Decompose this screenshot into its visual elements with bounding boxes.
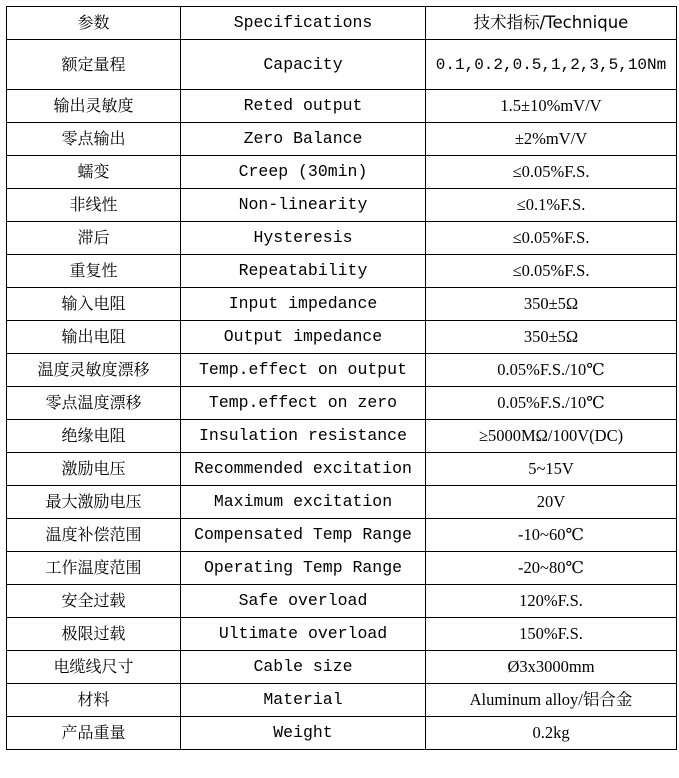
param-en: Safe overload	[181, 585, 426, 618]
param-cn: 额定量程	[7, 40, 181, 90]
table-row	[7, 420, 677, 453]
param-cn: 蠕变	[7, 156, 181, 189]
table-row	[7, 486, 677, 519]
param-en: Repeatability	[181, 255, 426, 288]
param-value: ≤0.05%F.S.	[426, 255, 677, 288]
param-cn: 安全过载	[7, 585, 181, 618]
table-row	[7, 189, 677, 222]
param-value: 150%F.S.	[426, 618, 677, 651]
param-cn: 非线性	[7, 189, 181, 222]
param-en: Creep (30min)	[181, 156, 426, 189]
param-cn: 输入电阻	[7, 288, 181, 321]
param-en: Capacity	[181, 40, 426, 90]
param-en: Output impedance	[181, 321, 426, 354]
table-row	[7, 90, 677, 123]
param-en: Zero Balance	[181, 123, 426, 156]
param-en: Ultimate overload	[181, 618, 426, 651]
param-en: Input impedance	[181, 288, 426, 321]
specifications-table	[6, 6, 677, 750]
param-en: Temp.effect on output	[181, 354, 426, 387]
param-en: Reted output	[181, 90, 426, 123]
param-value: ≤0.05%F.S.	[426, 156, 677, 189]
param-value: 20V	[426, 486, 677, 519]
param-cn: 最大激励电压	[7, 486, 181, 519]
param-value	[426, 40, 677, 90]
param-en: Compensated Temp Range	[181, 519, 426, 552]
table-row	[7, 552, 677, 585]
param-value: 350±5Ω	[426, 321, 677, 354]
param-en: Insulation resistance	[181, 420, 426, 453]
table-row	[7, 453, 677, 486]
param-en: Cable size	[181, 651, 426, 684]
header-spec: Specifications	[181, 7, 426, 40]
param-en: Temp.effect on zero	[181, 387, 426, 420]
table-row	[7, 585, 677, 618]
table-row	[7, 354, 677, 387]
param-en: Recommended excitation	[181, 453, 426, 486]
table-row	[7, 222, 677, 255]
param-cn: 输出电阻	[7, 321, 181, 354]
param-en: Maximum excitation	[181, 486, 426, 519]
param-en: Material	[181, 684, 426, 717]
table-row	[7, 519, 677, 552]
param-value: -10~60℃	[426, 519, 677, 552]
table-row	[7, 321, 677, 354]
param-en: Operating Temp Range	[181, 552, 426, 585]
param-value: 0.05%F.S./10℃	[426, 387, 677, 420]
param-cn: 绝缘电阻	[7, 420, 181, 453]
table-row	[7, 123, 677, 156]
param-value: 0.2kg	[426, 717, 677, 750]
table-row	[7, 156, 677, 189]
header-row	[7, 7, 677, 40]
param-cn: 温度补偿范围	[7, 519, 181, 552]
table-row	[7, 684, 677, 717]
param-value: 0.05%F.S./10℃	[426, 354, 677, 387]
param-value: ≤0.05%F.S.	[426, 222, 677, 255]
param-cn: 零点温度漂移	[7, 387, 181, 420]
param-en: Weight	[181, 717, 426, 750]
param-value: Aluminum alloy/铝合金	[426, 684, 677, 717]
param-value: 350±5Ω	[426, 288, 677, 321]
table-row	[7, 40, 677, 90]
param-cn: 极限过载	[7, 618, 181, 651]
table-row	[7, 651, 677, 684]
header-param: 参数	[7, 7, 181, 40]
param-value: 1.5±10%mV/V	[426, 90, 677, 123]
param-cn: 激励电压	[7, 453, 181, 486]
param-value: ≤0.1%F.S.	[426, 189, 677, 222]
param-cn: 温度灵敏度漂移	[7, 354, 181, 387]
param-value: ±2%mV/V	[426, 123, 677, 156]
table-row	[7, 255, 677, 288]
table-row	[7, 717, 677, 750]
param-cn: 材料	[7, 684, 181, 717]
param-value: 5~15V	[426, 453, 677, 486]
param-value: ≥5000MΩ/100V(DC)	[426, 420, 677, 453]
param-cn: 工作温度范围	[7, 552, 181, 585]
param-cn: 输出灵敏度	[7, 90, 181, 123]
param-cn: 零点输出	[7, 123, 181, 156]
param-cn: 电缆线尺寸	[7, 651, 181, 684]
param-value: Ø3x3000mm	[426, 651, 677, 684]
param-en: Hysteresis	[181, 222, 426, 255]
table-row	[7, 387, 677, 420]
table-row	[7, 618, 677, 651]
table-row	[7, 288, 677, 321]
param-en: Non-linearity	[181, 189, 426, 222]
param-cn: 重复性	[7, 255, 181, 288]
param-value: 120%F.S.	[426, 585, 677, 618]
param-value: -20~80℃	[426, 552, 677, 585]
header-tech: 技术指标/Technique	[426, 7, 677, 40]
param-value-text: 0.1,0.2,0.5,1,2,3,5,10Nm	[435, 55, 667, 74]
param-cn: 滞后	[7, 222, 181, 255]
param-cn: 产品重量	[7, 717, 181, 750]
